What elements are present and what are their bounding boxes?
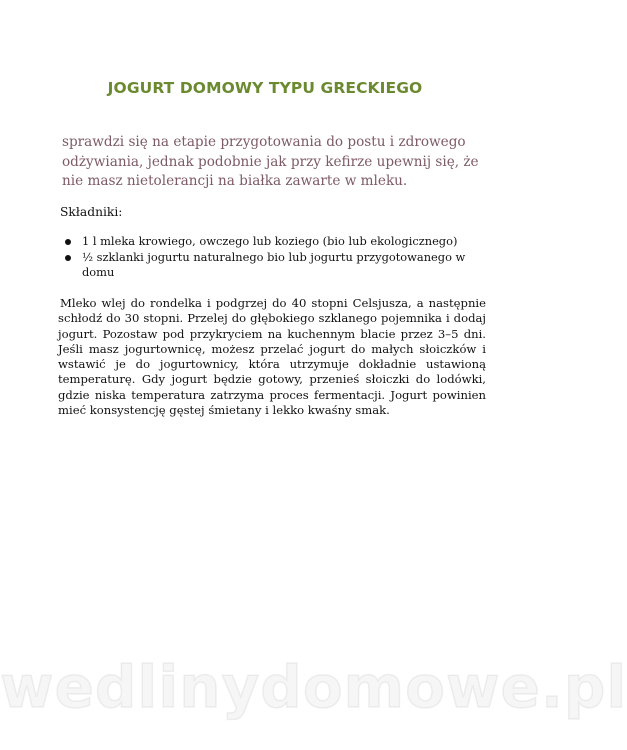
ingredients-list [62, 234, 490, 281]
ingredient-item [62, 250, 490, 280]
bullet-icon [65, 255, 71, 261]
recipe-intro: sprawdzi się na etapie przygotowania do postu i zdrowego odżywiania, jednak podobnie jak przy kefirze upewnij się, że nie masz nietolerancji na białka zawarte w mleku. [62, 134, 479, 189]
watermark-logo: wedlinydomowe.pl [0, 653, 627, 721]
recipe-title: JOGURT DOMOWY TYPU GRECKIEGO [107, 79, 423, 97]
ingredients-label: Składniki: [60, 205, 123, 219]
ingredient-text: ½ szklanki jogurtu naturalnego bio lub jogurtu przygotowanego w domu [82, 250, 466, 279]
recipe-instructions: Mleko wlej do rondelka i podgrzej do 40 stopni Celsjusza, a następnie schłodź do 30 stopni. Przelej do głębokiego szklanego pojemnika i dodaj jogurt. Pozostaw pod przykryciem na kuchennym blacie przez 3–5 dni. Jeśli masz jogurtownicę, możesz przelać jogurt do małych słoiczków i wstawić je do jogurtownicy, która utrzymuje dokładnie ustawioną temperaturę. Gdy jogurt będzie gotowy, przenieś słoiczki do lodówki, gdzie niska temperatura zatrzyma proces fermentacji. Jogurt powinien mieć konsystencję gęstej śmietany i lekko kwaśny smak. [58, 296, 486, 418]
ingredient-text: 1 l mleka krowiego, owczego lub koziego (bio lub ekologicznego) [82, 234, 458, 248]
bullet-icon [65, 239, 71, 245]
ingredient-item [62, 234, 490, 249]
